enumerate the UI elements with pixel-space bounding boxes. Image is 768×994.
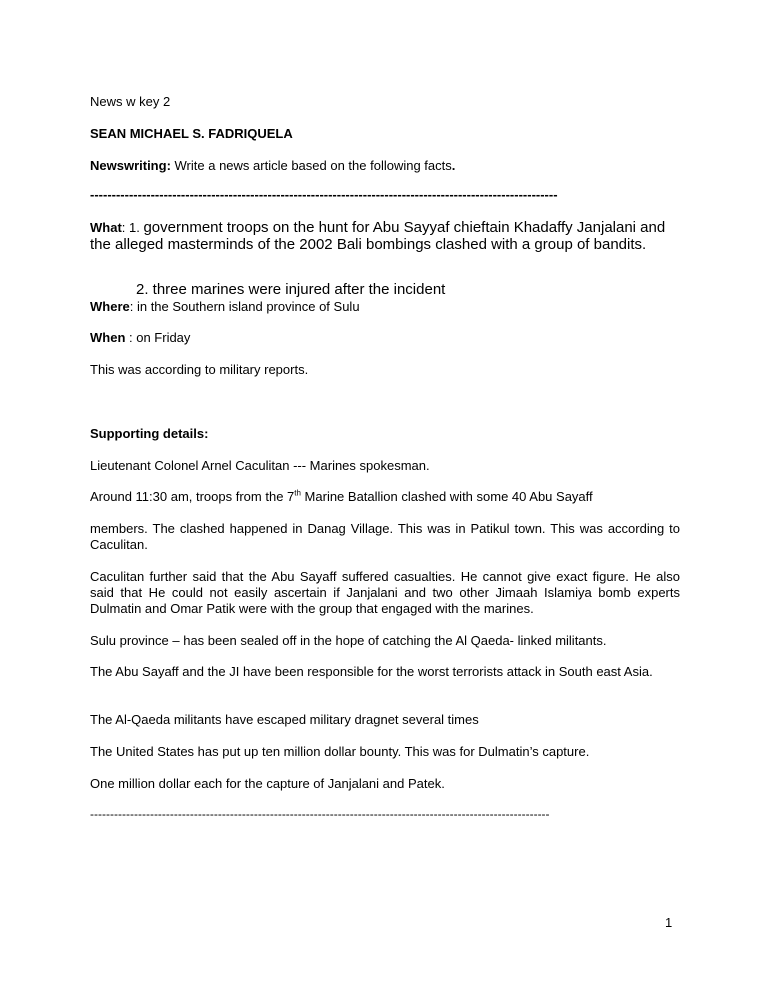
what-block xyxy=(90,219,680,253)
what-item-1: government troops on the hunt for Abu Sayyaf chieftain Khadaffy Janjalani and the alleged masterminds of the 2002 Bali bombings clashed with a group of bandits. xyxy=(90,219,666,253)
paragraph-clash-time xyxy=(90,489,593,505)
paragraph-spokesman: Lieutenant Colonel Arnel Caculitan --- Marines spokesman. xyxy=(90,458,430,473)
when-line xyxy=(90,330,190,346)
supporting-details-heading: Supporting details: xyxy=(90,426,209,441)
what-colon: : 1. xyxy=(121,220,144,235)
paragraph-bounty: The United States has put up ten million dollar bounty. This was for Dulmatin’s capture. xyxy=(90,744,590,759)
paragraph-sulu-sealed: Sulu province – has been sealed off in the hope of catching the Al Qaeda- linked militants. xyxy=(90,633,607,648)
paragraph-casualties: Caculitan further said that the Abu Sayaff suffered casualties. He cannot give exact figure. He also said that He could not easily ascertain if Janjalani and two other Jimaah Islamiya bomb experts Dulmatin and Omar Patik were with the group that engaged with the marines. xyxy=(90,569,680,616)
where-text: : in the Southern island province of Sulu xyxy=(129,299,360,314)
author-name: SEAN MICHAEL S. FADRIQUELA xyxy=(90,126,293,141)
clash-time-text: Around 11:30 am, troops from the 7 xyxy=(90,489,295,504)
when-label: When xyxy=(90,330,126,345)
source-line: This was according to military reports. xyxy=(90,362,309,377)
ordinal-suffix: th xyxy=(294,488,301,498)
where-label: Where xyxy=(90,299,130,314)
paragraph-responsibility: The Abu Sayaff and the JI have been responsible for the worst terrorists attack in South east Asia. xyxy=(90,664,653,679)
instruction-period: . xyxy=(451,158,456,173)
instruction-label: Newswriting: xyxy=(90,158,171,173)
divider-top: ------------------------------------------------------------------------------------------------------------ xyxy=(90,187,558,202)
divider-bottom: ------------------------------------------------------------------------------------------------------------------- xyxy=(90,807,550,821)
instruction-line xyxy=(90,158,455,174)
document-header: News w key 2 xyxy=(90,94,171,109)
what-item-2: 2. three marines were injured after the incident xyxy=(136,281,446,298)
what-label: What xyxy=(90,220,122,235)
paragraph-escaped: The Al-Qaeda militants have escaped military dragnet several times xyxy=(90,712,479,727)
page-number: 1 xyxy=(665,915,673,930)
where-line xyxy=(90,299,360,315)
paragraph-bounty-each: One million dollar each for the capture of Janjalani and Patek. xyxy=(90,776,445,791)
instruction-text: Write a news article based on the following facts xyxy=(170,158,452,173)
paragraph-clash-location: members. The clashed happened in Danag Village. This was in Patikul town. This was according to Caculitan. xyxy=(90,521,680,552)
when-text: : on Friday xyxy=(125,330,191,345)
clash-time-text-cont: Marine Batallion clashed with some 40 Abu Sayaff xyxy=(300,489,593,504)
